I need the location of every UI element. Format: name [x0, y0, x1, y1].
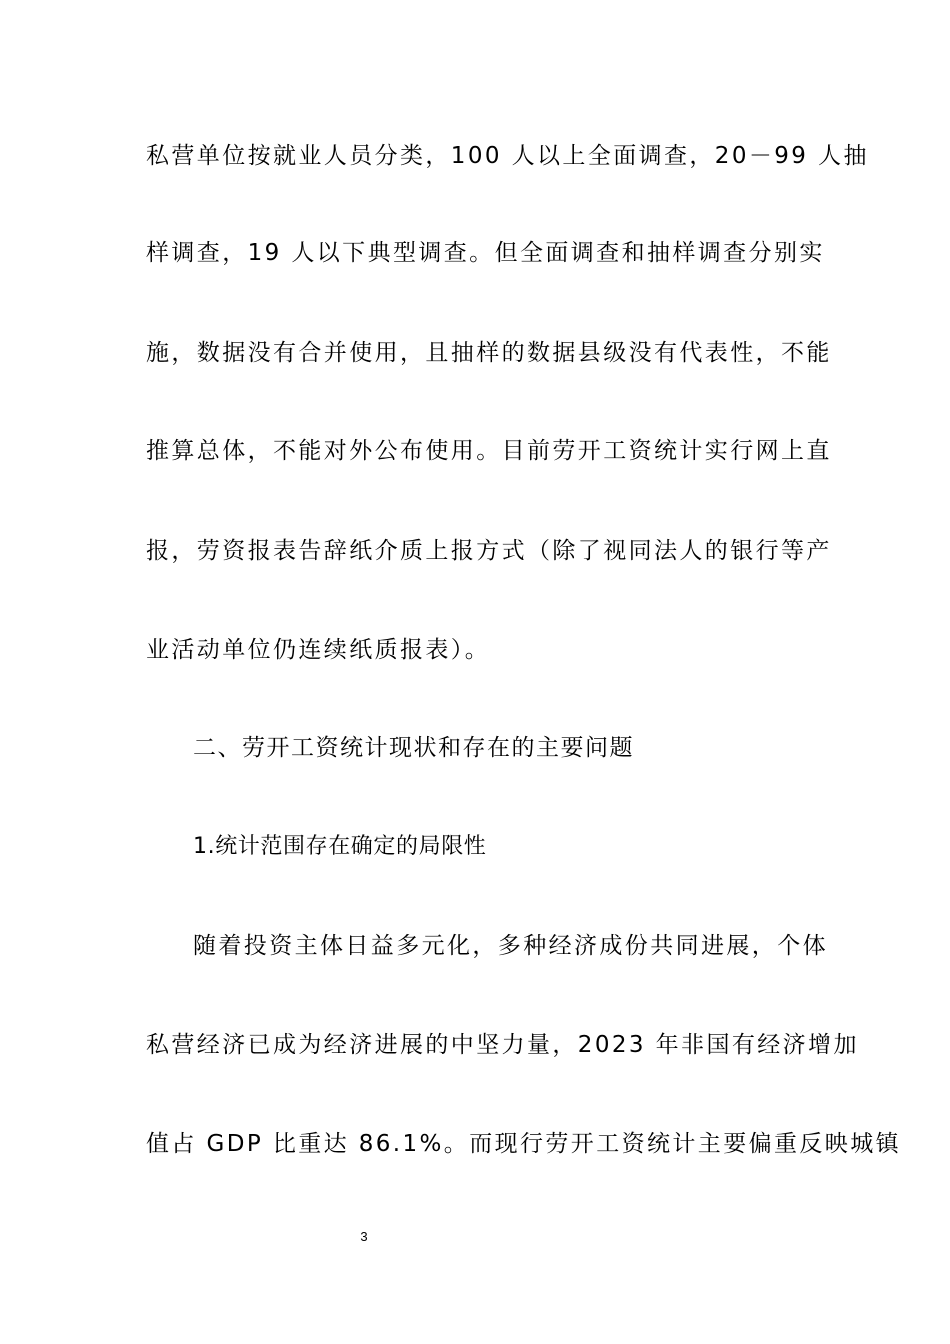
body-text-line: 报，劳资报表告辞纸介质上报方式（除了视同法人的银行等产 — [146, 538, 832, 564]
subsection-heading: 1.统计范围存在确定的局限性 — [193, 834, 487, 859]
body-text-line: 业活动单位仍连续纸质报表）。 — [146, 637, 491, 663]
body-text-line: 推算总体，不能对外公布使用。目前劳开工资统计实行网上直 — [146, 438, 832, 464]
section-heading: 二、劳开工资统计现状和存在的主要问题 — [193, 735, 634, 761]
body-text-line: 私营单位按就业人员分类，100 人以上全面调查，20－99 人抽 — [146, 143, 869, 169]
page-number: 3 — [360, 1229, 368, 1244]
body-text-line: 随着投资主体日益多元化，多种经济成份共同进展，个体 — [193, 933, 828, 959]
body-text-line: 样调查，19 人以下典型调查。但全面调查和抽样调查分别实 — [146, 240, 825, 266]
body-text-line: 值占 GDP 比重达 86.1%。而现行劳开工资统计主要偏重反映城镇 — [146, 1131, 902, 1157]
body-text-line: 私营经济已成为经济进展的中坚力量，2023 年非国有经济增加 — [146, 1032, 859, 1058]
body-text-line: 施，数据没有合并使用，且抽样的数据县级没有代表性，不能 — [146, 340, 832, 366]
